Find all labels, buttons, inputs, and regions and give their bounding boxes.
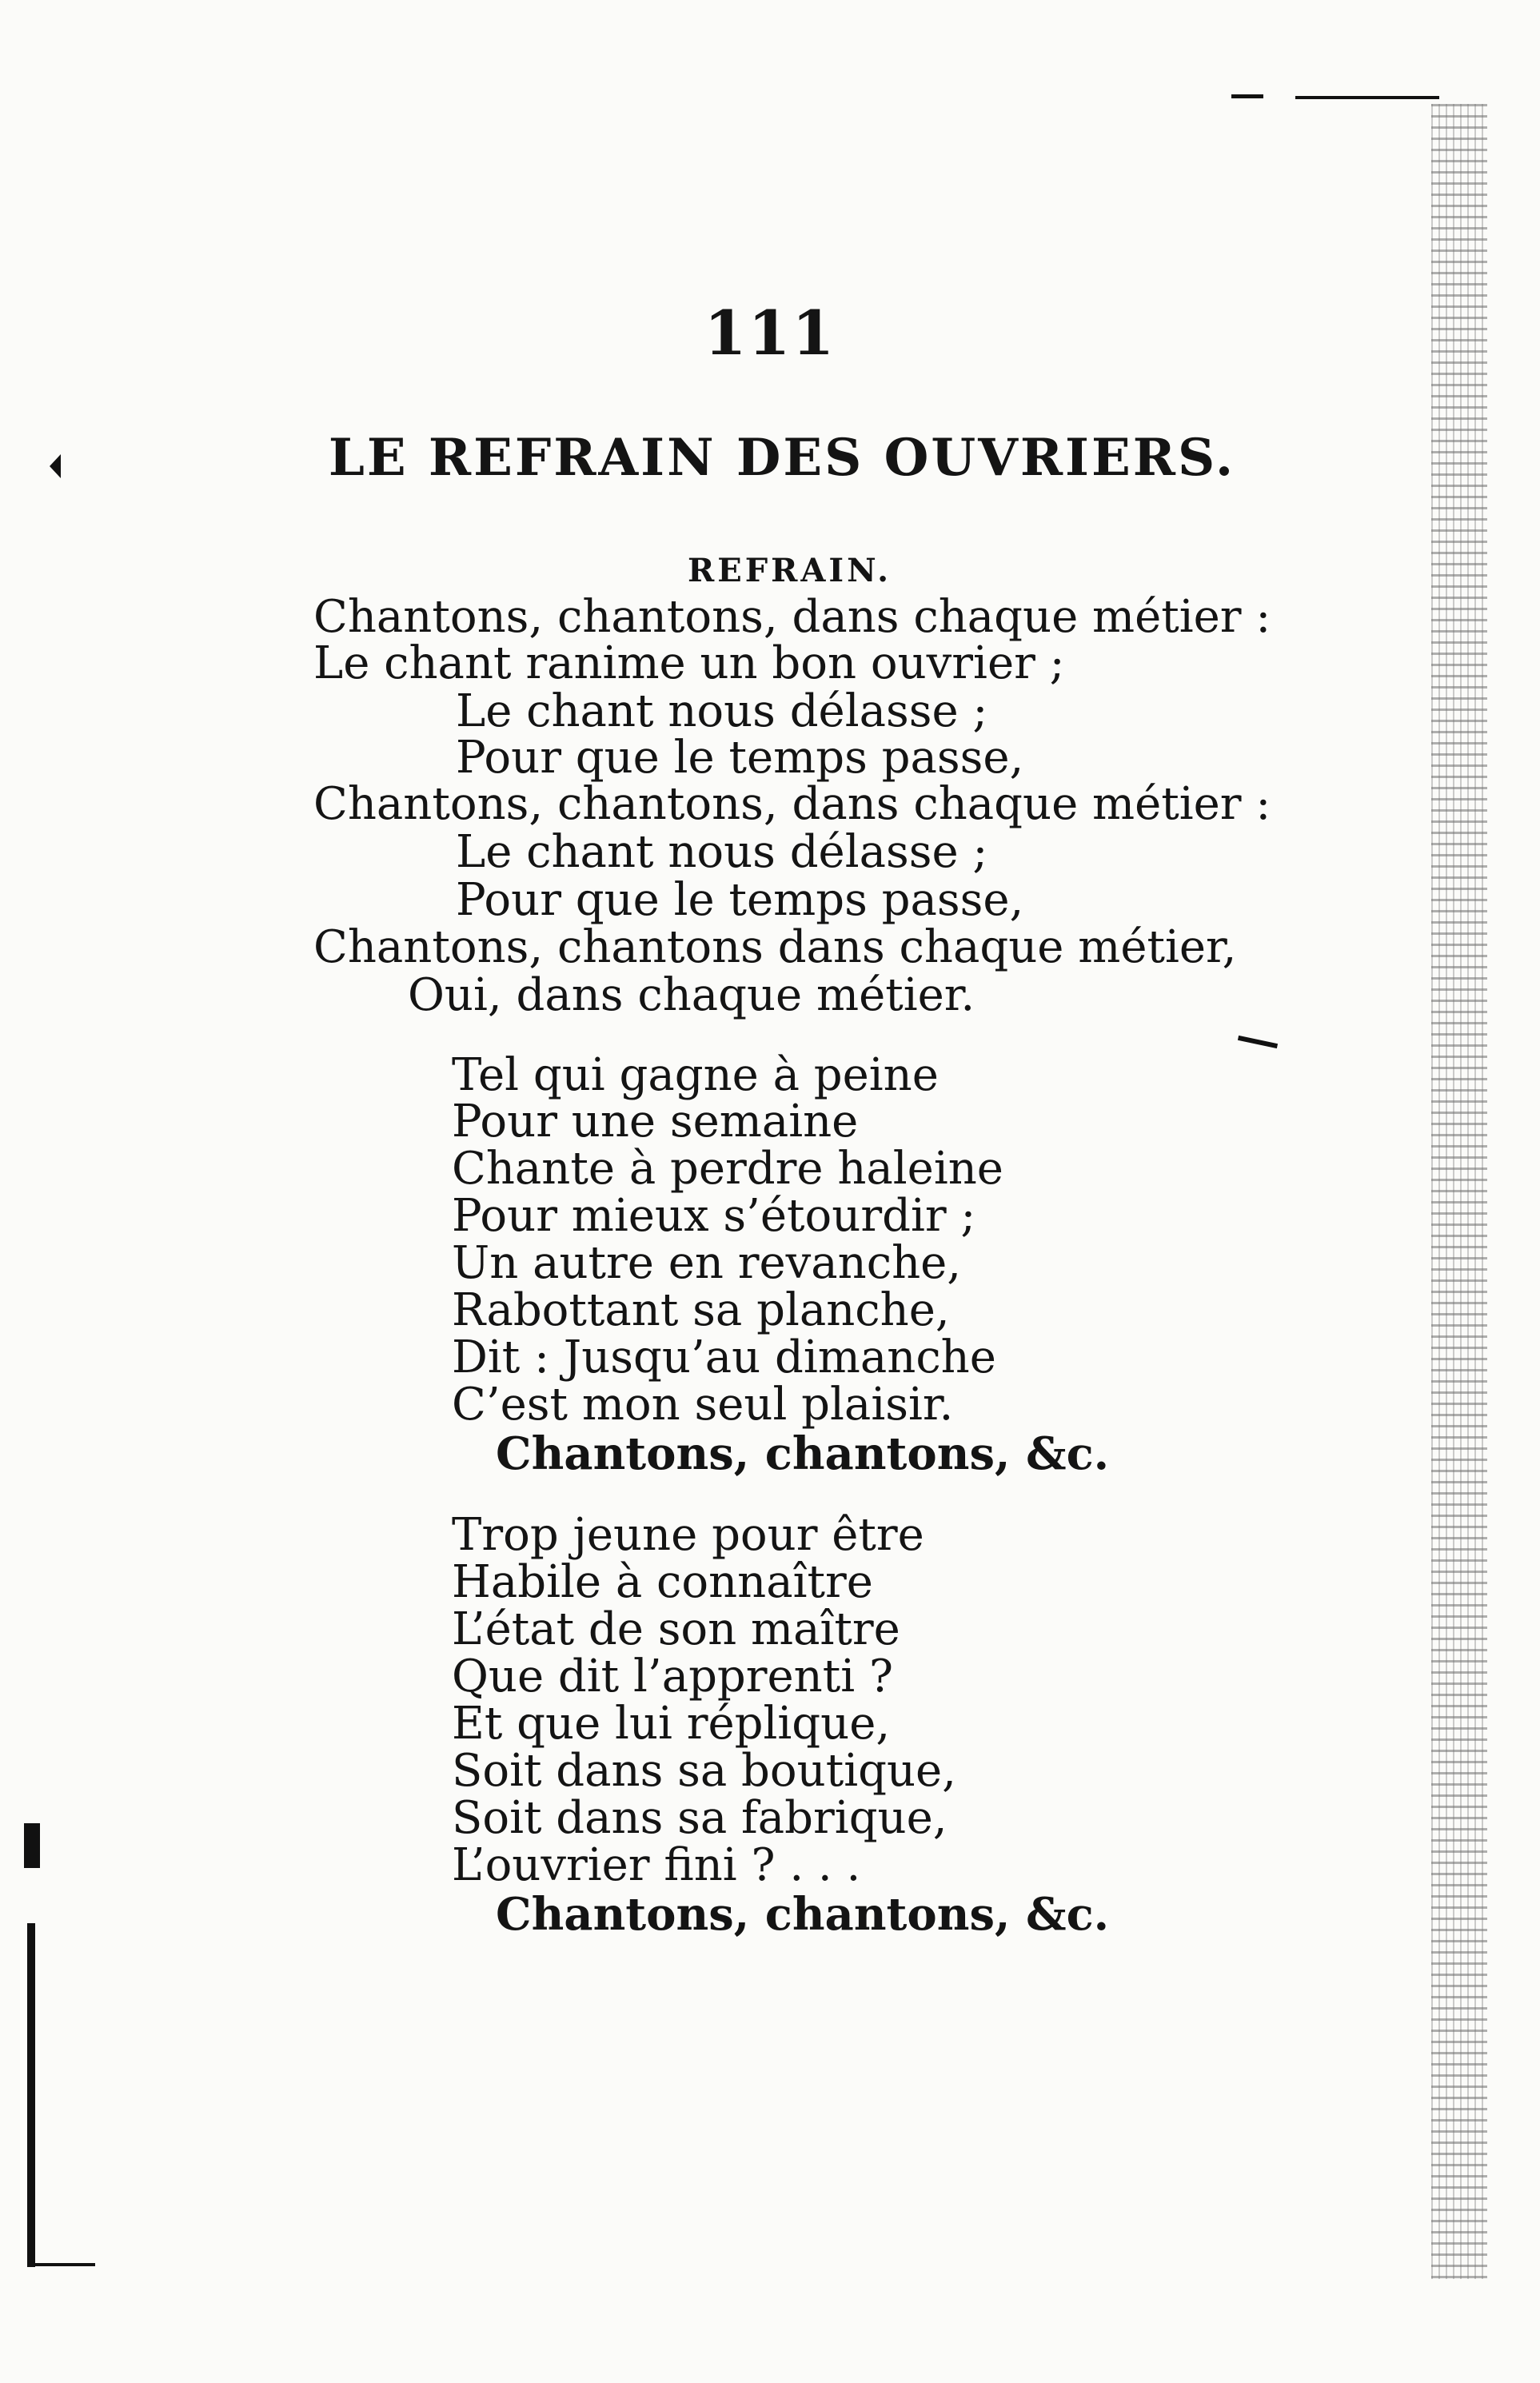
refrain-line: Chantons, chantons dans chaque métier, [313,921,1237,973]
stanza-line: Chante à perdre haleine [452,1143,1003,1195]
stanza-line: L’ouvrier fini ? . . . [452,1839,861,1891]
stanza-line: Et que lui réplique, [452,1698,891,1750]
stanza-line: Habile à connaître [452,1556,873,1608]
scan-mark-bottom-rule [27,2263,95,2266]
stanza-line: L’état de son maître [452,1603,900,1655]
refrain-line: Chantons, chantons, dans chaque métier : [313,778,1271,830]
refrain-heading: REFRAIN. [688,552,892,589]
stanza-line: C’est mon seul plaisir. [452,1379,954,1431]
stanza-line: Soit dans sa boutique, [452,1745,956,1797]
refrain-line: Oui, dans chaque métier. [408,969,975,1021]
refrain-line: Le chant ranime un bon ouvrier ; [313,637,1065,689]
refrain-line: Pour que le temps passe, [456,874,1024,926]
stanza-line: Pour mieux s’étourdir ; [452,1190,976,1242]
refrain-line: Le chant nous délasse ; [456,826,988,878]
refrain-line: Pour que le temps passe, [456,732,1024,784]
stanza-line: Que dit l’apprenti ? [452,1651,893,1702]
chorus-line: Chantons, chantons, &c. [496,1427,1110,1480]
stanza-line: Dit : Jusqu’au dimanche [452,1331,996,1383]
scan-mark-top-rule [1231,94,1263,98]
stanza-line: Un autre en revanche, [452,1237,962,1289]
scan-mark-top-rule-long [1295,96,1439,99]
song-title: LE REFRAIN DES OUVRIERS. [328,428,1236,488]
refrain-line: Le chant nous délasse ; [456,685,988,737]
scan-mark-left-block [24,1823,40,1868]
stanza-line: Trop jeune pour être [452,1509,924,1561]
stanza-line: Soit dans sa fabrique, [452,1792,948,1844]
stanza-line: Rabottant sa planche, [452,1284,950,1336]
chorus-line: Chantons, chantons, &c. [496,1888,1110,1941]
refrain-line: Chantons, chantons, dans chaque métier : [313,591,1271,643]
stanza-line: Pour une semaine [452,1096,859,1148]
stanza-line: Tel qui gagne à peine [452,1049,939,1101]
scan-mark-left-bar [27,1923,35,2267]
scan-mark-side-dash [1238,1036,1278,1048]
page-number: 111 [704,297,836,369]
